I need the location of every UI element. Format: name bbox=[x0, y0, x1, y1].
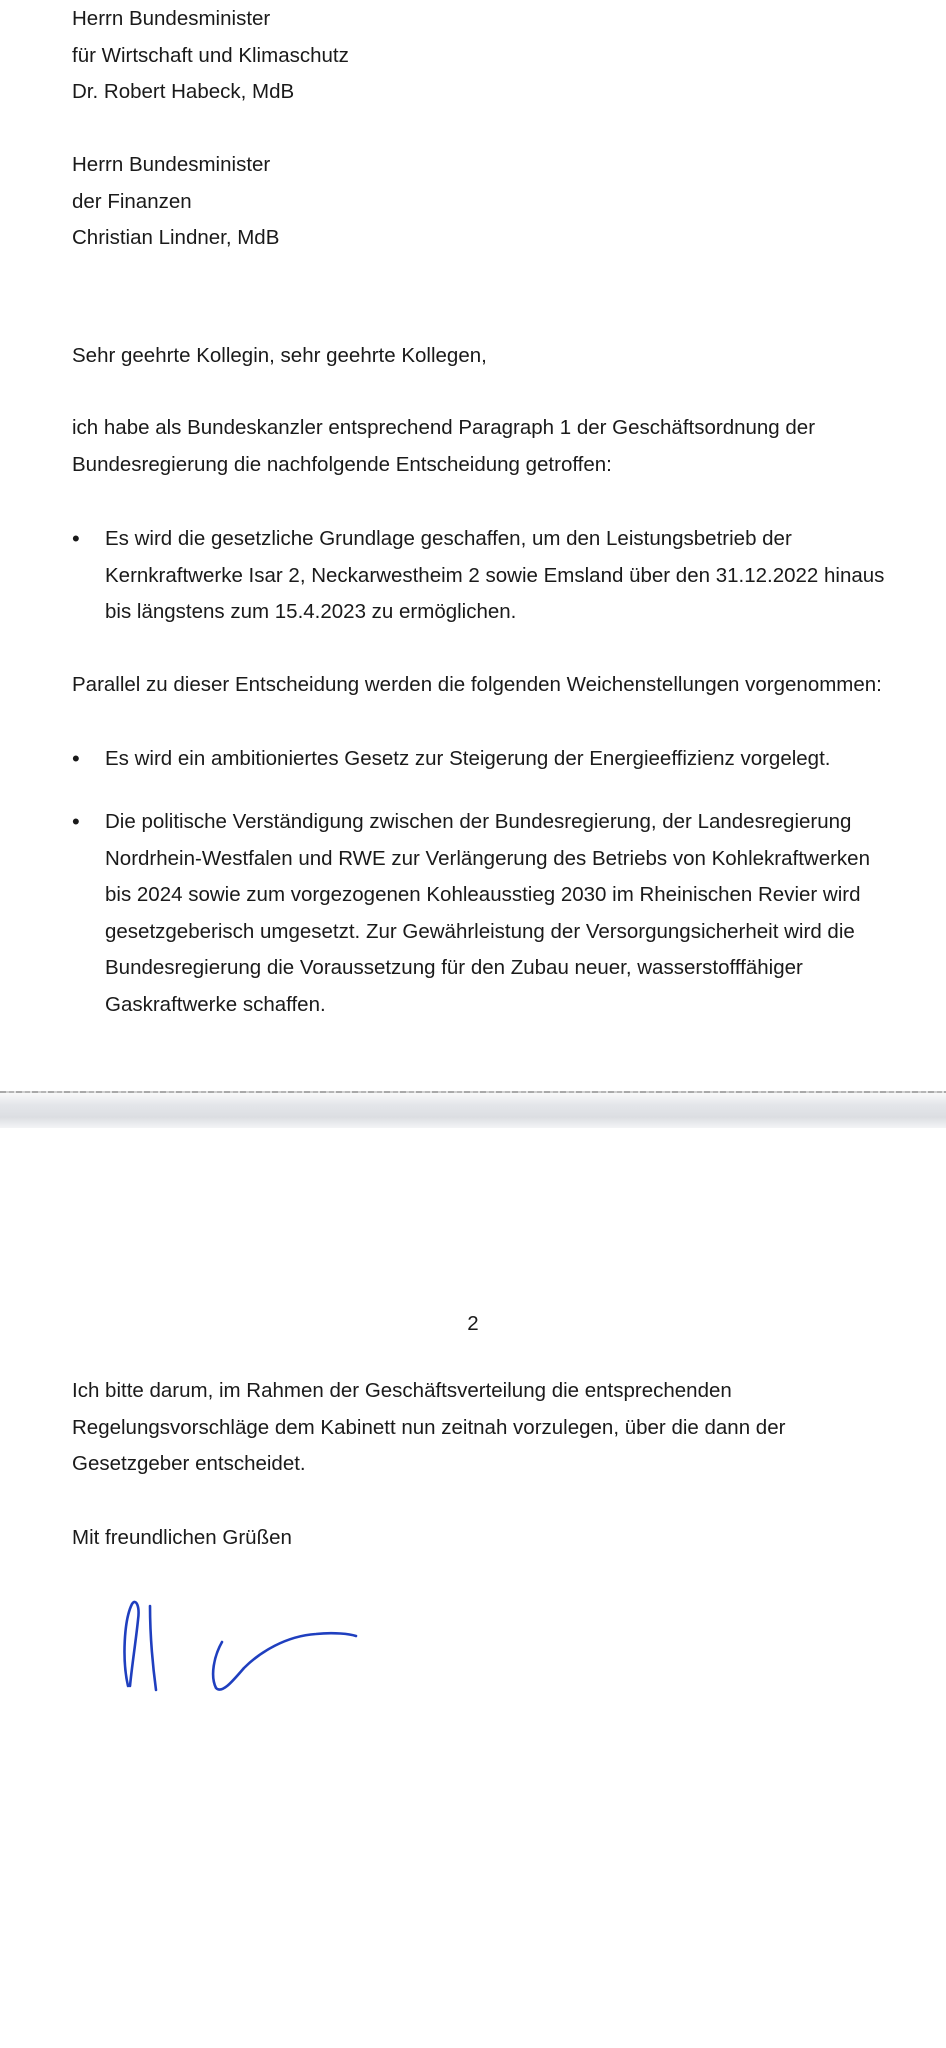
intro-paragraph bbox=[72, 410, 932, 483]
signature-stroke bbox=[125, 1602, 139, 1686]
bullet-line: bis 2024 sowie zum vorgezogenen Kohleausstieg 2030 im Rheinischen Revier wird bbox=[105, 883, 861, 906]
bullet-text bbox=[105, 741, 945, 778]
bullet-line: Kernkraftwerke Isar 2, Neckarwestheim 2 sowie Emsland über den 31.12.2022 hinaus bbox=[105, 563, 885, 587]
recipient-address-lindner bbox=[72, 147, 932, 257]
bullet-line: Gaskraftwerke schaffen. bbox=[105, 992, 326, 1016]
letter-page-2 bbox=[0, 1128, 946, 2048]
recipient-address-habeck bbox=[72, 1, 932, 111]
bullet-text bbox=[105, 521, 945, 631]
paragraph-line: Ich bitte darum, im Rahmen der Geschäftsverteilung die entsprechenden bbox=[72, 1379, 732, 1402]
signature-stroke bbox=[213, 1633, 356, 1689]
handwritten-signature bbox=[110, 1590, 370, 1700]
page-number: 2 bbox=[467, 1312, 479, 1335]
bullet-line: Die politische Verständigung zwischen der Bundesregierung, der Landesregierung bbox=[105, 810, 852, 833]
page-separator bbox=[0, 1092, 946, 1128]
bullet-line: Nordrhein-Westfalen und RWE zur Verlängerung des Betriebs von Kohlekraftwerken bbox=[105, 846, 870, 870]
address-line: Christian Lindner, MdB bbox=[72, 226, 280, 249]
bullet-line: gesetzgeberisch umgesetzt. Zur Gewährleistung der Versorgungsicherheit wird die bbox=[105, 919, 855, 943]
address-line: Herrn Bundesminister bbox=[72, 153, 271, 176]
page-edge-line bbox=[0, 1091, 946, 1093]
signature-stroke bbox=[150, 1606, 156, 1690]
bullet-line: Es wird die gesetzliche Grundlage geschaffen, um den Leistungsbetrieb der bbox=[105, 527, 792, 550]
paragraph-line: Regelungsvorschläge dem Kabinett nun zeitnah vorzulegen, über die dann der bbox=[72, 1415, 786, 1439]
bullet-marker: • bbox=[72, 809, 80, 834]
request-paragraph bbox=[72, 1373, 932, 1483]
salutation: Sehr geehrte Kollegin, sehr geehrte Kollegen, bbox=[72, 344, 487, 367]
bullet-line: Bundesregierung die Voraussetzung für den Zubau neuer, wasserstofffähiger bbox=[105, 956, 803, 979]
paragraph-line: ich habe als Bundeskanzler entsprechend Paragraph 1 der Geschäftsordnung der bbox=[72, 416, 816, 439]
bullet-line: bis längstens zum 15.4.2023 zu ermöglichen. bbox=[105, 600, 517, 623]
address-line: Herrn Bundesminister bbox=[72, 7, 271, 30]
bullet-line: Es wird ein ambitioniertes Gesetz zur Steigerung der Energieeffizienz vorgelegt. bbox=[105, 747, 831, 770]
address-line: Dr. Robert Habeck, MdB bbox=[72, 80, 295, 103]
bullet-marker: • bbox=[72, 746, 80, 771]
closing-phrase: Mit freundlichen Grüßen bbox=[72, 1526, 292, 1549]
bullet-marker: • bbox=[72, 526, 80, 551]
parallel-paragraph: Parallel zu dieser Entscheidung werden die folgenden Weichenstellungen vorgenommen: bbox=[72, 673, 882, 696]
address-line: der Finanzen bbox=[72, 189, 192, 213]
paragraph-line: Bundesregierung die nachfolgende Entscheidung getroffen: bbox=[72, 452, 612, 476]
bullet-text bbox=[105, 804, 945, 1023]
paragraph-line: Gesetzgeber entscheidet. bbox=[72, 1452, 306, 1475]
address-line: für Wirtschaft und Klimaschutz bbox=[72, 43, 349, 67]
